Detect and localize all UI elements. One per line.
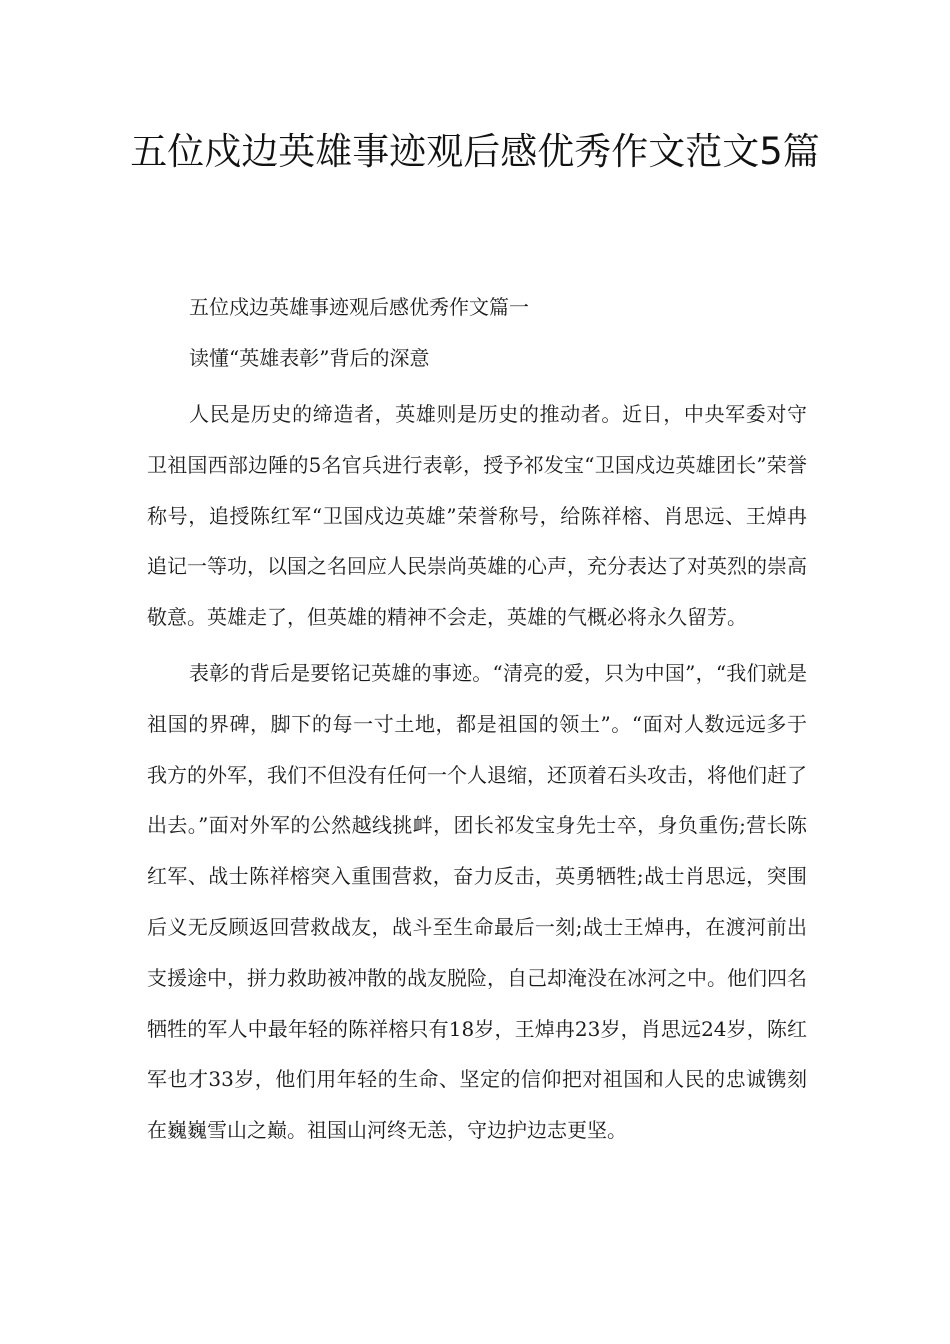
body-paragraph: 表彰的背后是要铭记英雄的事迹。“清亮的爱，只为中国”，“我们就是祖国的界碑，脚下的每一寸土地，都是祖国的领土”。“面对人数远远多于我方的外军，我们不但没有任何一个人退缩，还顶着石头攻击，将他们赶了出去。”面对外军的公然越线挑衅，团长祁发宝身先士卒，身负重伤;营长陈红军、战士陈祥榕突入重围营救，奋力反击，英勇牺牲;战士肖思远，突围后义无反顾返回营救战友，战斗至生命最后一刻;战士王焯冉，在渡河前出支援途中，拼力救助被冲散的战友脱险，自己却淹没在冰河之中。他们四名牺牲的军人中最年轻的陈祥榕只有18岁，王焯冉23岁，肖思远24岁，陈红军也才33岁，他们用年轻的生命、坚定的信仰把对祖国和人民的忠诚镌刻在巍巍雪山之巅。祖国山河终无恙，守边护边志更坚。: [147, 661, 807, 1143]
document-body: [147, 282, 807, 1156]
body-paragraph: 人民是历史的缔造者，英雄则是历史的推动者。近日，中央军委对守卫祖国西部边陲的5名官兵进行表彰，授予祁发宝“卫国戍边英雄团长”荣誉称号，追授陈红军“卫国戍边英雄”荣誉称号，给陈祥榕、肖思远、王焯冉追记一等功，以国之名回应人民崇尚英雄的心声，充分表达了对英烈的崇高敬意。英雄走了，但英雄的精神不会走，英雄的气概必将永久留芳。: [147, 402, 807, 630]
section-heading: 五位戍边英雄事迹观后感优秀作文篇一: [189, 295, 529, 319]
document-title: 五位戍边英雄事迹观后感优秀作文范文5篇: [130, 130, 820, 173]
section-subheading: 读懂“英雄表彰”背后的深意: [189, 346, 430, 371]
